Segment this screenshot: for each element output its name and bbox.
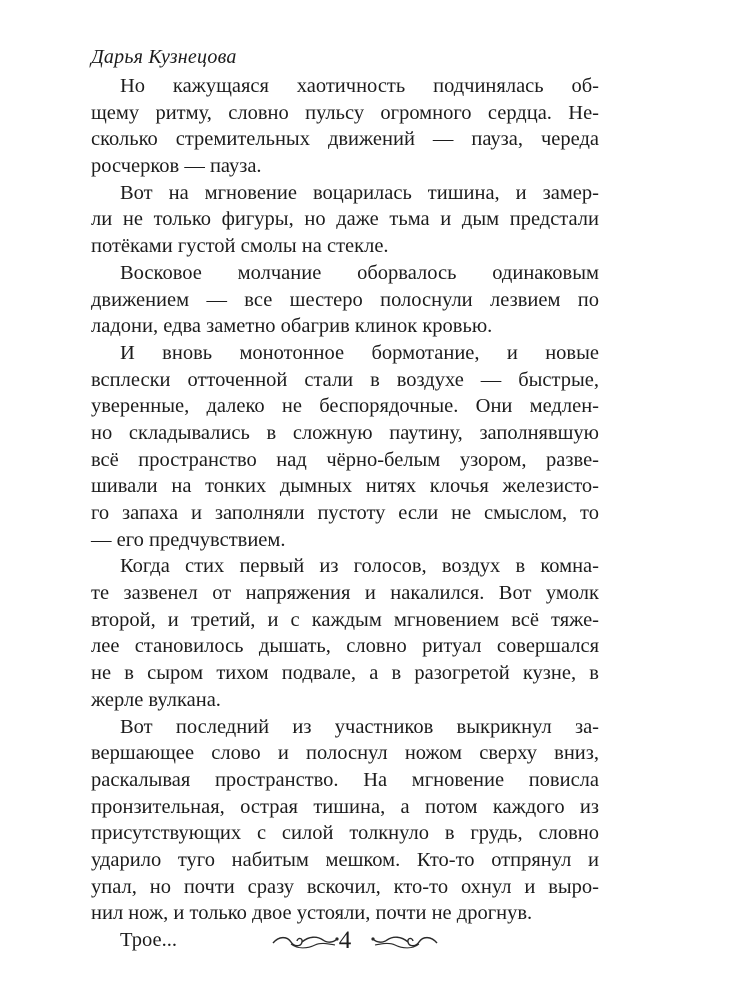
text-line: Трое...: [120, 929, 177, 951]
text-line: упал, но почти сразу вскочил, кто-то охнул и выро-: [91, 875, 599, 898]
text-line: всё пространство над чёрно-белым узором, разве-: [91, 448, 599, 471]
text-line: второй, и третий, и с каждым мгновением всё тяже-: [91, 608, 599, 631]
flourish-ornament-icon: [369, 932, 439, 952]
text-line: шивали на тонких дымных нитях клочья железисто-: [91, 475, 599, 498]
text-line: жерле вулкана.: [91, 688, 221, 711]
text-line: го запаха и заполняли пустоту если не смыслом, то: [91, 502, 599, 524]
text-line: не в сыром тихом подвале, а в разогретой кузне, в: [91, 662, 599, 685]
text-line: ладони, едва заметно обагрив клинок кровью.: [91, 315, 493, 338]
text-line: сколько стремительных движений — пауза, череда: [91, 128, 599, 151]
text-line: присутствующих с силой толкнуло в грудь, словно: [91, 822, 599, 845]
text-line: Восковое молчание оборвалось одинаковым: [120, 261, 599, 284]
text-line: Когда стих первый из голосов, воздух в комна-: [120, 555, 599, 578]
text-line: лее становилось дышать, словно ритуал совершался: [91, 635, 599, 658]
text-line: И вновь монотонное бормотание, и новые: [120, 341, 599, 364]
page-footer: [0, 924, 750, 964]
text-line: Вот на мгновение воцарилась тишина, и замер-: [120, 181, 599, 204]
text-line: всплески отточенной стали в воздухе — быстрые,: [91, 368, 599, 391]
text-line: ударило туго набитым мешком. Кто-то отпрянул и: [91, 848, 599, 871]
text-line: вершающее слово и полоснул ножом сверху вниз,: [91, 742, 599, 765]
text-line: щему ритму, словно пульсу огромного сердца. Не-: [91, 101, 599, 124]
text-line: движением — все шестеро полоснули лезвием по: [91, 288, 599, 311]
text-line: раскалывая пространство. На мгновение повисла: [91, 768, 599, 791]
text-line: росчерков — пауза.: [91, 155, 262, 178]
text-line: Но кажущаяся хаотичность подчинялась об-: [120, 75, 599, 97]
text-line: пронзительная, острая тишина, а потом каждого из: [91, 795, 599, 818]
text-line: — его предчувствием.: [91, 528, 286, 551]
text-line: нил нож, и только двое устояли, почти не дрогнув.: [91, 902, 533, 925]
text-line: потёками густой смолы на стекле.: [91, 235, 389, 258]
text-line: те зазвенел от напряжения и накалился. Вот умолк: [91, 582, 599, 605]
page-number: 4: [338, 927, 352, 954]
running-head-author: Дарья Кузнецова: [91, 46, 237, 68]
text-line: уверенные, далеко не беспорядочные. Они медлен-: [91, 395, 599, 418]
body-text: [91, 73, 599, 954]
text-line: но складывались в сложную паутину, заполнявшую: [91, 421, 599, 444]
text-line: Вот последний из участников выкрикнул за-: [120, 715, 599, 738]
text-line: ли не только фигуры, но даже тьма и дым предстали: [91, 208, 599, 231]
